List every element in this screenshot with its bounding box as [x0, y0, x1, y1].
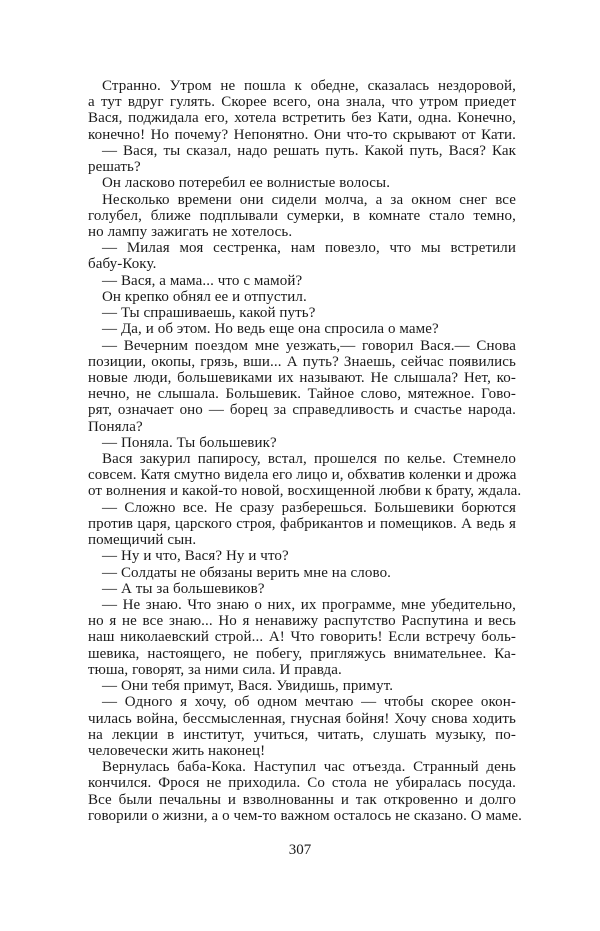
- text-line: Вася, поджидала его, хотела встретить без Кати, одна. Конечно,: [88, 110, 516, 127]
- text-line: а тут вдруг гулять. Скорее всего, она знала, что утром приедет: [88, 94, 516, 111]
- text-line: человечески жить наконец!: [88, 742, 266, 759]
- text-line: Он крепко обнял ее и отпустил.: [102, 288, 307, 305]
- page-body-text: [88, 78, 523, 824]
- text-line: бабу-Коку.: [88, 256, 157, 273]
- text-line: от волнения и какой-то новой, восхищенной любви к брату, ждала.: [88, 483, 522, 500]
- text-line: шевика, настоящего, не побегу, пригляжусь внимательнее. Ка-: [88, 645, 516, 662]
- text-line: Несколько времени они сидели молча, а за окном снег все: [102, 191, 516, 208]
- text-line: говорили о жизни, а о чем-то важном осталось не сказано. О маме.: [88, 807, 523, 824]
- text-line: против царя, царского строя, фабрикантов и помещиков. А ведь я: [88, 515, 516, 532]
- text-line: на лекции в институт, учиться, читать, слушать музыку, по-: [88, 726, 516, 743]
- text-line: — Поняла. Ты большевик?: [102, 434, 277, 451]
- text-line: Все были печальны и взволнованны и так откровенно и долго: [88, 791, 516, 808]
- text-line: но лампу зажигать не хотелось.: [88, 223, 293, 240]
- text-line: — Солдаты не обязаны верить мне на слово.: [102, 564, 392, 581]
- text-line: помещичий сын.: [88, 532, 197, 549]
- text-line: кончился. Фрося не приходила. Со стола не убиралась посуда.: [88, 775, 516, 792]
- text-line: Вернулась баба-Кока. Наступил час отъезда. Странный день: [102, 759, 516, 776]
- text-line: — А ты за большевиков?: [102, 580, 265, 597]
- text-line: позиции, окопы, грязь, вши... А путь? Знаешь, сейчас появились: [88, 353, 516, 370]
- text-line: наш николаевский строй... А! Что говорить! Если встречу боль-: [88, 629, 516, 646]
- text-line: — Вася, а мама... что с мамой?: [102, 272, 303, 289]
- text-line: чилась война, бессмысленная, гнусная бойня! Хочу снова ходить: [88, 710, 516, 727]
- text-line: новые люди, большевиками их называют. Не слышала? Нет, ко-: [88, 369, 516, 386]
- text-line: Поняла?: [88, 418, 143, 435]
- text-line: Он ласково потеребил ее волнистые волосы.: [102, 175, 391, 192]
- page-number: 307: [288, 842, 312, 858]
- text-line: — Милая моя сестренка, нам повезло, что мы встретили: [102, 240, 516, 257]
- text-line: совсем. Катя смутно видела его лицо и, обхватив коленки и дрожа: [88, 467, 517, 484]
- text-line: — Одного я хочу, об одном мечтаю — чтобы скорее окон-: [102, 694, 516, 711]
- text-line: голубел, ближе подплывали сумерки, в комнате стало темно,: [88, 207, 516, 224]
- text-line: — Ты спрашиваешь, какой путь?: [102, 305, 316, 322]
- text-line: — Вечерним поездом мне уезжать,— говорил Вася.— Снова: [102, 337, 516, 354]
- text-line: нечно, не слышала. Большевик. Тайное слово, мятежное. Гово-: [88, 386, 516, 403]
- text-line: — Сложно все. Не сразу разберешься. Большевики борются: [102, 499, 516, 516]
- text-line: — Они тебя примут, Вася. Увидишь, примут.: [102, 678, 394, 695]
- text-line: решать?: [88, 159, 141, 176]
- text-line: но я не все знаю... Но я ненавижу распутство Распутина и весь: [88, 613, 516, 630]
- text-line: Вася закурил папиросу, встал, прошелся по келье. Стемнело: [102, 451, 516, 468]
- text-line: конечно! Но почему? Непонятно. Они что-то скрывают от Кати.: [88, 126, 516, 143]
- text-line: — Не знаю. Что знаю о них, их программе, мне убедительно,: [102, 597, 516, 613]
- text-line: — Да, и об этом. Но ведь еще она спросила о маме?: [102, 321, 439, 338]
- text-line: — Вася, ты сказал, надо решать путь. Какой путь, Вася? Как: [102, 142, 516, 159]
- text-line: — Ну и что, Вася? Ну и что?: [102, 548, 289, 565]
- text-line: тюша, говорят, за ними сила. И правда.: [88, 661, 342, 678]
- text-line: рят, означает оно — борец за справедливость и счастье народа.: [88, 402, 516, 419]
- text-line: Странно. Утром не пошла к обедне, сказалась нездоровой,: [102, 78, 516, 94]
